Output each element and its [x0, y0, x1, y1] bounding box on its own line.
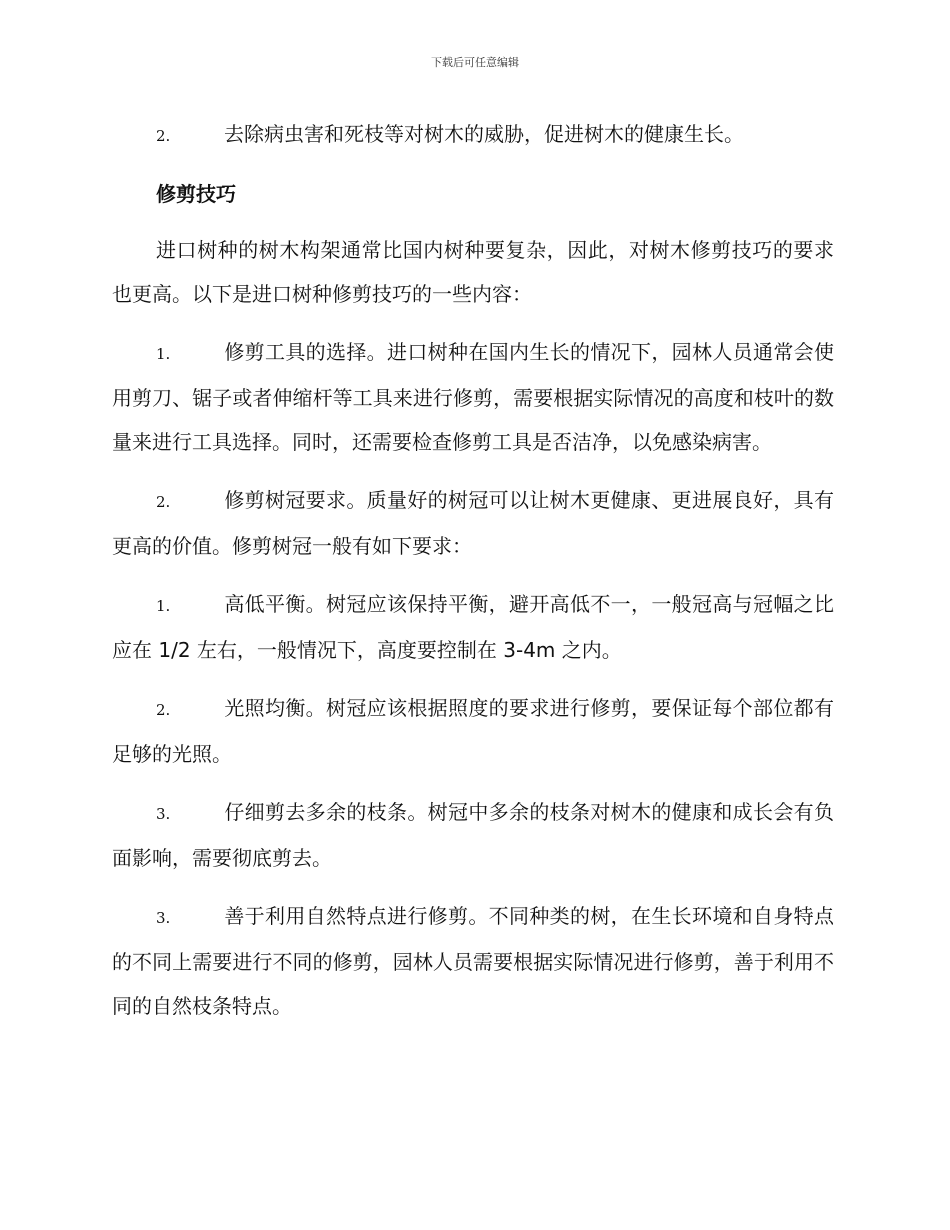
list-item-text: 去除病虫害和死枝等对树木的威胁，促进树木的健康生长。	[224, 122, 744, 146]
list-number: 3.	[156, 805, 171, 823]
list-item	[112, 112, 834, 158]
list-item-text: 光照均衡。树冠应该根据照度的要求进行修剪，要保证每个部位都有足够的光照。	[112, 696, 834, 766]
list-item-text: 仔细剪去多余的枝条。树冠中多余的枝条对树木的健康和成长会有负面影响，需要彻底剪去。	[112, 800, 834, 870]
list-number: 2.	[156, 701, 171, 719]
list-number: 1.	[156, 345, 171, 363]
list-item	[112, 582, 834, 672]
list-number: 1.	[156, 597, 171, 615]
list-item	[112, 894, 834, 1028]
list-item	[112, 686, 834, 776]
list-item-text: 修剪工具的选择。进口树种在国内生长的情况下，园林人员通常会使用剪刀、锯子或者伸缩杆等工具来进行修剪，需要根据实际情况的高度和枝叶的数量来进行工具选择。同时，还需要检查修剪工具是否洁净，以免感染病害。	[112, 340, 834, 454]
list-item-text: 高低平衡。树冠应该保持平衡，避开高低不一，一般冠高与冠幅之比应在 1/2 左右，一般情况下，高度要控制在 3-4m 之内。	[112, 592, 834, 662]
section-heading: 修剪技巧	[156, 182, 236, 206]
list-item	[112, 330, 834, 464]
list-item-text: 善于利用自然特点进行修剪。不同种类的树，在生长环境和自身特点的不同上需要进行不同的修剪，园林人员需要根据实际情况进行修剪，善于利用不同的自然枝条特点。	[112, 904, 834, 1018]
paragraph: 进口树种的树木构架通常比国内树种要复杂，因此，对树木修剪技巧的要求也更高。以下是进口树种修剪技巧的一些内容：	[112, 238, 834, 306]
list-item	[112, 790, 834, 880]
page-header: 下载后可任意编辑	[431, 56, 519, 69]
document-body	[112, 112, 834, 1042]
list-item	[112, 478, 834, 568]
list-item-text: 修剪树冠要求。质量好的树冠可以让树木更健康、更进展良好，具有更高的价值。修剪树冠一般有如下要求：	[112, 488, 834, 558]
list-number: 2.	[156, 127, 171, 145]
list-number: 2.	[156, 493, 171, 511]
list-number: 3.	[156, 909, 171, 927]
